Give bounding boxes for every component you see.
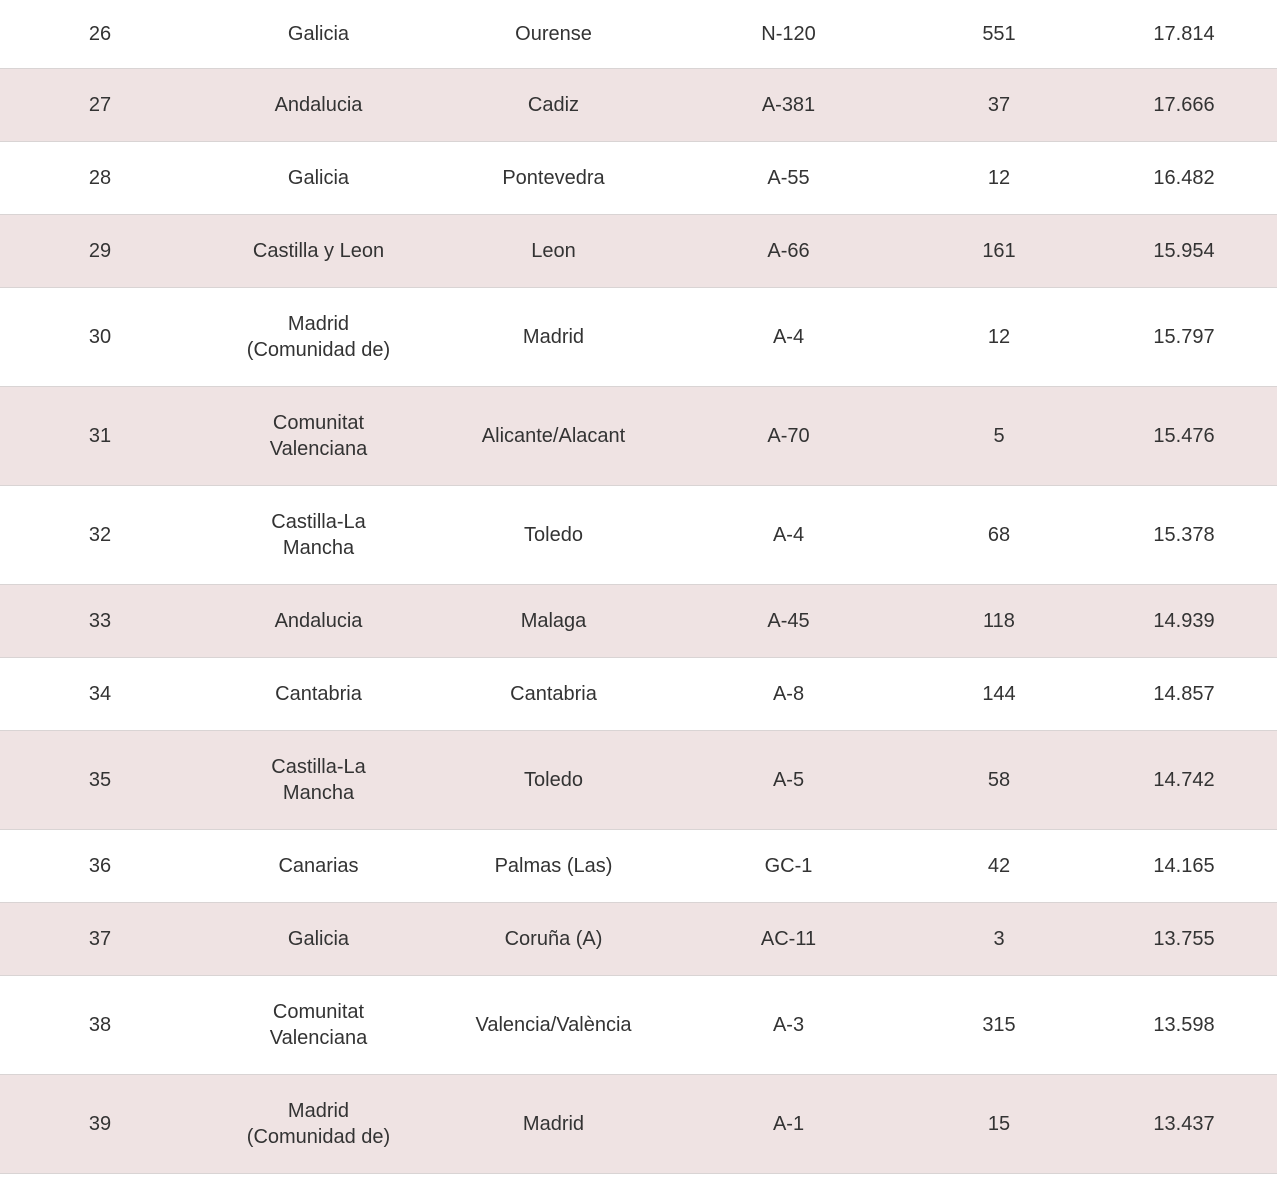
rank-cell: 33 bbox=[88, 610, 112, 632]
km-cell: 144 bbox=[982, 683, 1016, 705]
province-cell: Madrid bbox=[522, 1113, 585, 1135]
road-cell: A-3 bbox=[772, 1014, 805, 1036]
region-text: Madrid (Comunidad de) bbox=[246, 1100, 391, 1148]
rank-cell: 31 bbox=[88, 425, 112, 447]
region-cell bbox=[200, 999, 437, 1051]
rank-cell: 34 bbox=[88, 683, 112, 705]
road-cell: GC-1 bbox=[764, 855, 813, 877]
region-cell: Castilla y Leon bbox=[252, 240, 385, 262]
region-cell: Canarias bbox=[278, 855, 359, 877]
value-cell: 14.165 bbox=[1153, 855, 1215, 877]
road-cell: A-381 bbox=[761, 94, 816, 116]
province-cell: Leon bbox=[531, 240, 576, 262]
table-row bbox=[0, 902, 1277, 975]
table-row bbox=[0, 141, 1277, 214]
km-cell: 68 bbox=[987, 524, 1011, 546]
table-row bbox=[0, 829, 1277, 902]
km-cell: 42 bbox=[987, 855, 1011, 877]
road-cell: A-45 bbox=[767, 610, 810, 632]
rank-cell: 39 bbox=[88, 1113, 112, 1135]
province-cell: Coruña (A) bbox=[504, 928, 603, 950]
region-cell bbox=[200, 1098, 437, 1150]
road-cell: A-8 bbox=[772, 683, 805, 705]
rank-cell: 27 bbox=[88, 94, 112, 116]
table-row bbox=[0, 485, 1277, 584]
value-cell: 13.755 bbox=[1153, 928, 1215, 950]
region-cell: Andalucia bbox=[274, 610, 363, 632]
km-cell: 15 bbox=[987, 1113, 1011, 1135]
value-cell: 15.954 bbox=[1153, 240, 1215, 262]
road-cell: A-1 bbox=[772, 1113, 805, 1135]
rank-cell: 35 bbox=[88, 769, 112, 791]
value-cell: 13.598 bbox=[1153, 1014, 1215, 1036]
road-cell: A-55 bbox=[767, 167, 810, 189]
road-cell: A-66 bbox=[767, 240, 810, 262]
region-cell bbox=[200, 410, 437, 462]
region-cell bbox=[200, 754, 437, 806]
value-cell: 15.476 bbox=[1153, 425, 1215, 447]
road-cell: A-4 bbox=[772, 524, 805, 546]
rank-cell: 26 bbox=[88, 23, 112, 45]
region-cell: Galicia bbox=[287, 167, 350, 189]
value-cell: 14.857 bbox=[1153, 683, 1215, 705]
value-cell: 17.666 bbox=[1153, 94, 1215, 116]
rank-cell: 29 bbox=[88, 240, 112, 262]
road-cell: A-4 bbox=[772, 326, 805, 348]
rank-cell: 38 bbox=[88, 1014, 112, 1036]
table-row bbox=[0, 730, 1277, 829]
km-cell: 12 bbox=[987, 167, 1011, 189]
value-cell: 13.437 bbox=[1153, 1113, 1215, 1135]
province-cell: Malaga bbox=[520, 610, 587, 632]
rank-cell: 36 bbox=[88, 855, 112, 877]
region-text: Castilla-La Mancha bbox=[271, 511, 366, 559]
km-cell: 5 bbox=[993, 425, 1005, 447]
table-row bbox=[0, 287, 1277, 386]
province-cell: Madrid bbox=[522, 326, 585, 348]
province-cell: Cantabria bbox=[510, 683, 597, 705]
province-cell: Pontevedra bbox=[502, 167, 605, 189]
region-cell bbox=[200, 311, 437, 363]
km-cell: 12 bbox=[987, 326, 1011, 348]
region-cell: Galicia bbox=[287, 23, 350, 45]
region-cell: Andalucia bbox=[274, 94, 363, 116]
province-cell: Toledo bbox=[524, 524, 583, 546]
road-cell: N-120 bbox=[761, 23, 816, 45]
region-cell bbox=[200, 509, 437, 561]
province-cell: Palmas (Las) bbox=[494, 855, 613, 877]
province-cell: Valencia/València bbox=[475, 1014, 632, 1036]
km-cell: 118 bbox=[983, 610, 1015, 632]
km-cell: 58 bbox=[987, 769, 1011, 791]
km-cell: 37 bbox=[987, 94, 1011, 116]
rank-cell: 28 bbox=[88, 167, 112, 189]
table-row bbox=[0, 657, 1277, 730]
region-text: Comunitat Valenciana bbox=[269, 412, 368, 460]
province-cell: Toledo bbox=[524, 769, 583, 791]
table-row bbox=[0, 975, 1277, 1074]
value-cell: 17.814 bbox=[1153, 23, 1215, 45]
region-text: Madrid (Comunidad de) bbox=[246, 313, 391, 361]
road-cell: AC-11 bbox=[760, 928, 817, 950]
table-row bbox=[0, 0, 1277, 68]
province-cell: Cadiz bbox=[527, 94, 580, 116]
road-cell: A-70 bbox=[767, 425, 810, 447]
region-text: Castilla-La Mancha bbox=[271, 756, 366, 804]
rank-cell: 37 bbox=[88, 928, 112, 950]
table-row bbox=[0, 68, 1277, 141]
province-cell: Alicante/Alacant bbox=[481, 425, 626, 447]
rank-cell: 32 bbox=[88, 524, 112, 546]
rank-cell: 30 bbox=[88, 326, 112, 348]
value-cell: 15.797 bbox=[1153, 326, 1215, 348]
km-cell: 315 bbox=[982, 1014, 1016, 1036]
region-text: Comunitat Valenciana bbox=[269, 1001, 368, 1049]
road-cell: A-5 bbox=[772, 769, 805, 791]
km-cell: 551 bbox=[982, 23, 1016, 45]
province-cell: Ourense bbox=[515, 23, 592, 45]
table-row bbox=[0, 1074, 1277, 1173]
table-row bbox=[0, 386, 1277, 485]
region-cell: Cantabria bbox=[275, 683, 362, 705]
km-cell: 161 bbox=[982, 240, 1016, 262]
value-cell: 14.939 bbox=[1153, 610, 1215, 632]
value-cell: 14.742 bbox=[1153, 769, 1215, 791]
region-cell: Galicia bbox=[287, 928, 350, 950]
value-cell: 16.482 bbox=[1153, 167, 1215, 189]
km-cell: 3 bbox=[993, 928, 1005, 950]
table-row bbox=[0, 584, 1277, 657]
value-cell: 15.378 bbox=[1153, 524, 1215, 546]
table-row bbox=[0, 214, 1277, 287]
